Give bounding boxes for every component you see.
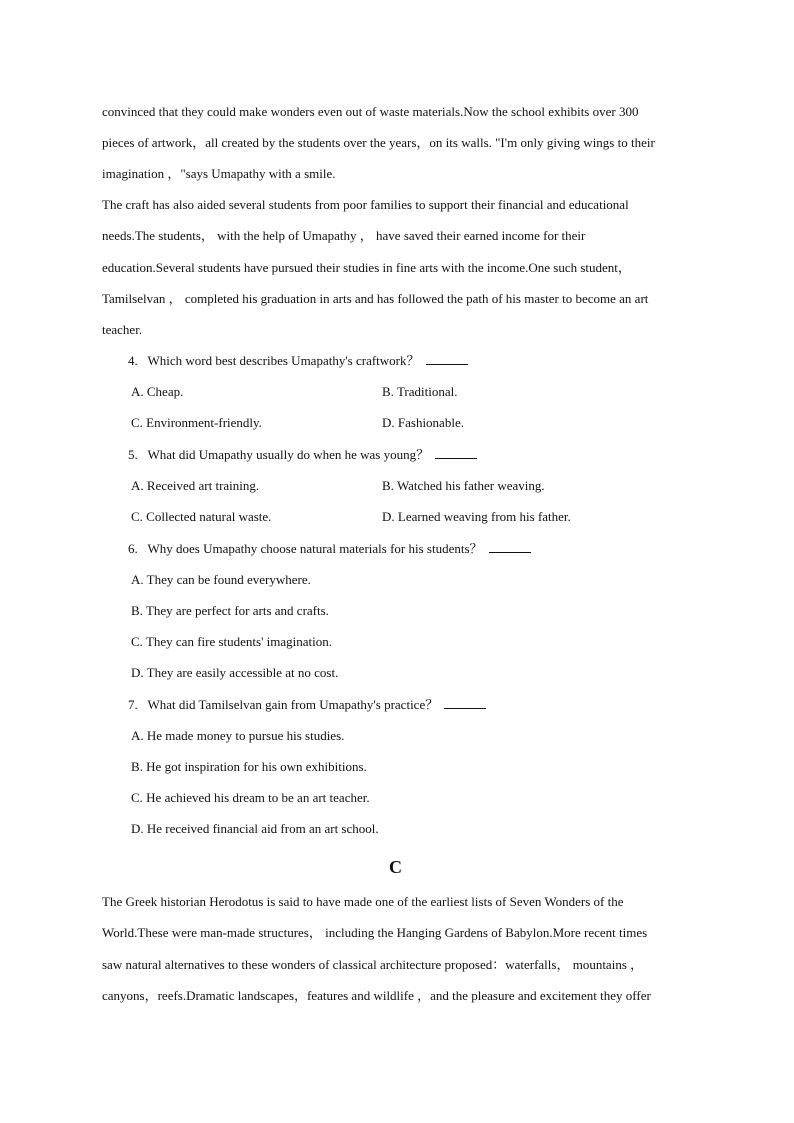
option-letter: C. [131,415,143,430]
section-c-heading: C [389,857,402,877]
option-text: They are perfect for arts and crafts. [145,603,329,618]
option-text: They can fire students' imagination. [145,634,333,649]
passage-line: World.These were man-made structures， including the Hanging Gardens of Babylon.More recent times [102,925,648,940]
passage-line: saw natural alternatives to these wonders of classical architecture proposed：waterfalls， mountains ， [102,957,644,972]
question-stem [128,541,531,557]
option-letter: D. [382,415,395,430]
option-letter: C. [131,790,143,805]
option-c[interactable] [131,415,262,431]
option-d[interactable] [131,821,379,837]
option-text: Received art training. [146,478,260,493]
option-c[interactable] [131,790,370,806]
option-letter: D. [382,509,395,524]
passage-line: education.Several students have pursued their studies in fine arts with the income.One such student， [102,260,631,275]
option-letter: A. [131,384,144,399]
option-a[interactable] [131,728,344,744]
answer-blank[interactable] [489,541,531,553]
option-text: He achieved his dream to be an art teacher. [146,790,370,805]
option-text: Collected natural waste. [146,509,272,524]
option-letter: A. [131,728,144,743]
passage-line: needs.The students， with the help of Umapathy ， have saved their earned income for their [102,228,586,243]
option-letter: B. [382,478,394,493]
passage-line: canyons，reefs.Dramatic landscapes，features and wildlife ，and the pleasure and excitement they offer [102,988,651,1003]
option-text: They can be found everywhere. [146,572,311,587]
option-letter: B. [131,759,143,774]
option-text: Environment-friendly. [146,415,262,430]
option-letter: C. [131,634,143,649]
question-number: 7. [128,697,138,712]
option-letter: D. [131,821,144,836]
option-b[interactable] [382,478,545,494]
question-text: Which word best describes Umapathy's craftwork？ [147,353,420,368]
answer-blank[interactable] [426,353,468,365]
question-stem [128,697,486,713]
passage-line: teacher. [102,322,143,337]
option-a[interactable] [131,478,259,494]
option-d[interactable] [131,665,338,681]
option-text: They are easily accessible at no cost. [146,665,339,680]
passage-line: The Greek historian Herodotus is said to have made one of the earliest lists of Seven Wonders of the [102,894,624,909]
option-b[interactable] [131,603,329,619]
option-text: Cheap. [146,384,184,399]
passage-line: imagination ，"says Umapathy with a smile. [102,166,336,181]
passage-line: convinced that they could make wonders even out of waste materials.Now the school exhibits over 300 [102,104,639,119]
option-c[interactable] [131,509,271,525]
answer-blank[interactable] [444,697,486,709]
option-letter: B. [131,603,143,618]
question-text: What did Tamilselvan gain from Umapathy's practice？ [147,697,439,712]
option-b[interactable] [131,759,367,775]
passage-line: Tamilselvan ， completed his graduation in arts and has followed the path of his master to become an art [102,291,649,306]
option-text: Traditional. [396,384,458,399]
option-text: Fashionable. [397,415,464,430]
option-letter: D. [131,665,144,680]
option-letter: A. [131,572,144,587]
passage-line: The craft has also aided several students from poor families to support their financial and educational [102,197,629,212]
passage-line: pieces of artwork，all created by the students over the years，on its walls. "I'm only giving wings to their [102,135,655,150]
question-text: What did Umapathy usually do when he was young？ [147,447,430,462]
option-a[interactable] [131,384,183,400]
option-text: He received financial aid from an art school. [146,821,379,836]
option-text: Learned weaving from his father. [397,509,571,524]
option-letter: A. [131,478,144,493]
option-text: He got inspiration for his own exhibitions. [146,759,367,774]
option-a[interactable] [131,572,311,588]
option-text: Watched his father weaving. [396,478,545,493]
question-stem [128,353,468,369]
option-text: He made money to pursue his studies. [146,728,345,743]
option-d[interactable] [382,415,464,431]
question-number: 6. [128,541,138,556]
question-number: 5. [128,447,138,462]
option-letter: C. [131,509,143,524]
option-c[interactable] [131,634,332,650]
question-text: Why does Umapathy choose natural materials for his students？ [147,541,483,556]
question-stem [128,447,477,463]
answer-blank[interactable] [435,447,477,459]
option-letter: B. [382,384,394,399]
option-d[interactable] [382,509,571,525]
question-number: 4. [128,353,138,368]
option-b[interactable] [382,384,458,400]
